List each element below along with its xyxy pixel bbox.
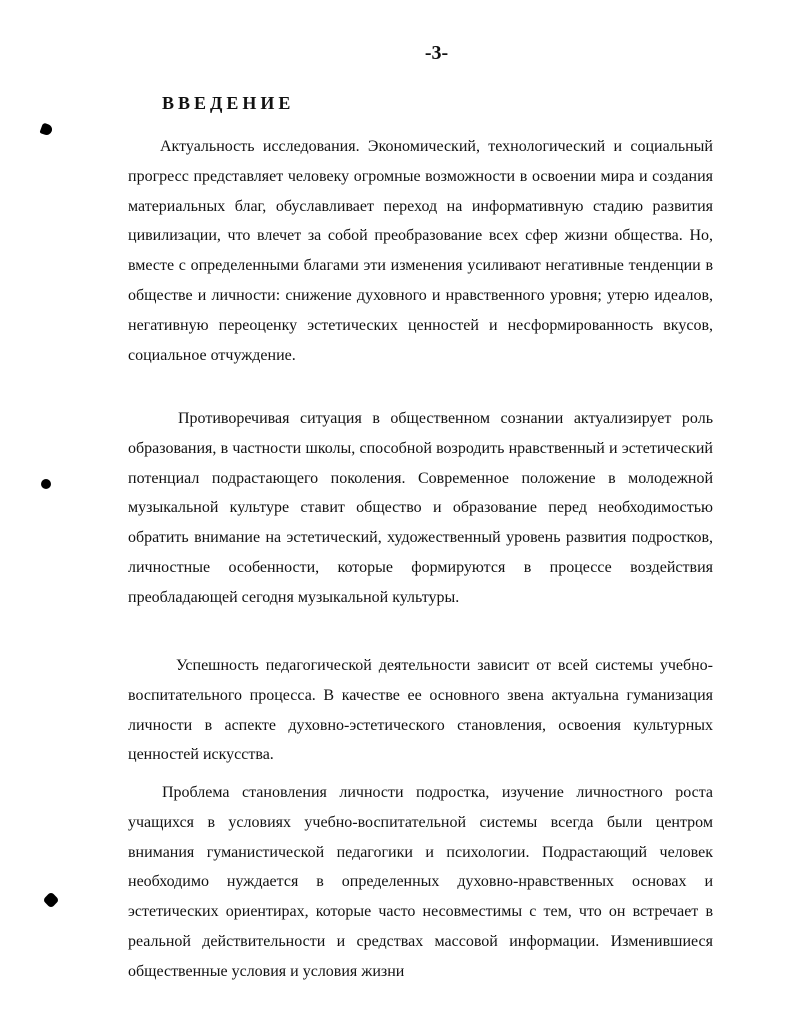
paragraph-contradictory-situation: Противоречивая ситуация в общественном сознании актуализирует роль образования, в частности школы, способной возродить нравственный и эстетический потенциал подрастающего поколения. Современное положение в молодежной музыкальной культуре ставит общество и образование перед необходимостью обратить внимание на эстетический, художественный уровень развития подростков, личностные особенности, которые формируются в процессе воздействия преобладающей сегодня музыкальной культуры. [128, 410, 713, 606]
page-number: -3- [424, 42, 449, 64]
paragraph-relevance: Актуальность исследования. Экономический, технологический и социальный прогресс представляет человеку огромные возможности в освоении мира и создания материальных благ, обуславливает переход на информативную стадию развития цивилизации, что влечет за собой преобразование всех сфер жизни общества. Но, вместе с определенными благами эти изменения усиливают негативные тенденции в обществе и личности: снижение духовного и нравственного уровня; утерю идеалов, негативную переоценку эстетических ценностей и несформированность вкусов, социальное отчуждение. [128, 138, 713, 364]
scan-mark-bottom [43, 892, 60, 909]
paragraph-personality-problem: Проблема становления личности подростка, изучение личностного роста учащихся в условиях учебно-воспитательной системы всегда были центром внимания гуманистической педагогики и психологии. Подрастающий человек необходимо нуждается в определенных духовно-нравственных основах и эстетических ориентирах, которые часто несовместимы с тем, что он встречает в реальной действительности и средствах массовой информации. Изменившиеся общественные условия и условия жизни [128, 784, 713, 980]
paragraph-pedagogical-success: Успешность педагогической деятельности зависит от всей системы учебно-воспитательного процесса. В качестве ее основного звена актуальна гуманизация личности в аспекте духовно-эстетического становления, освоения культурных ценностей искусства. [128, 657, 713, 764]
scan-mark-top [39, 122, 53, 136]
section-heading: ВВЕДЕНИЕ [162, 93, 295, 113]
scan-mark-middle [41, 479, 51, 489]
